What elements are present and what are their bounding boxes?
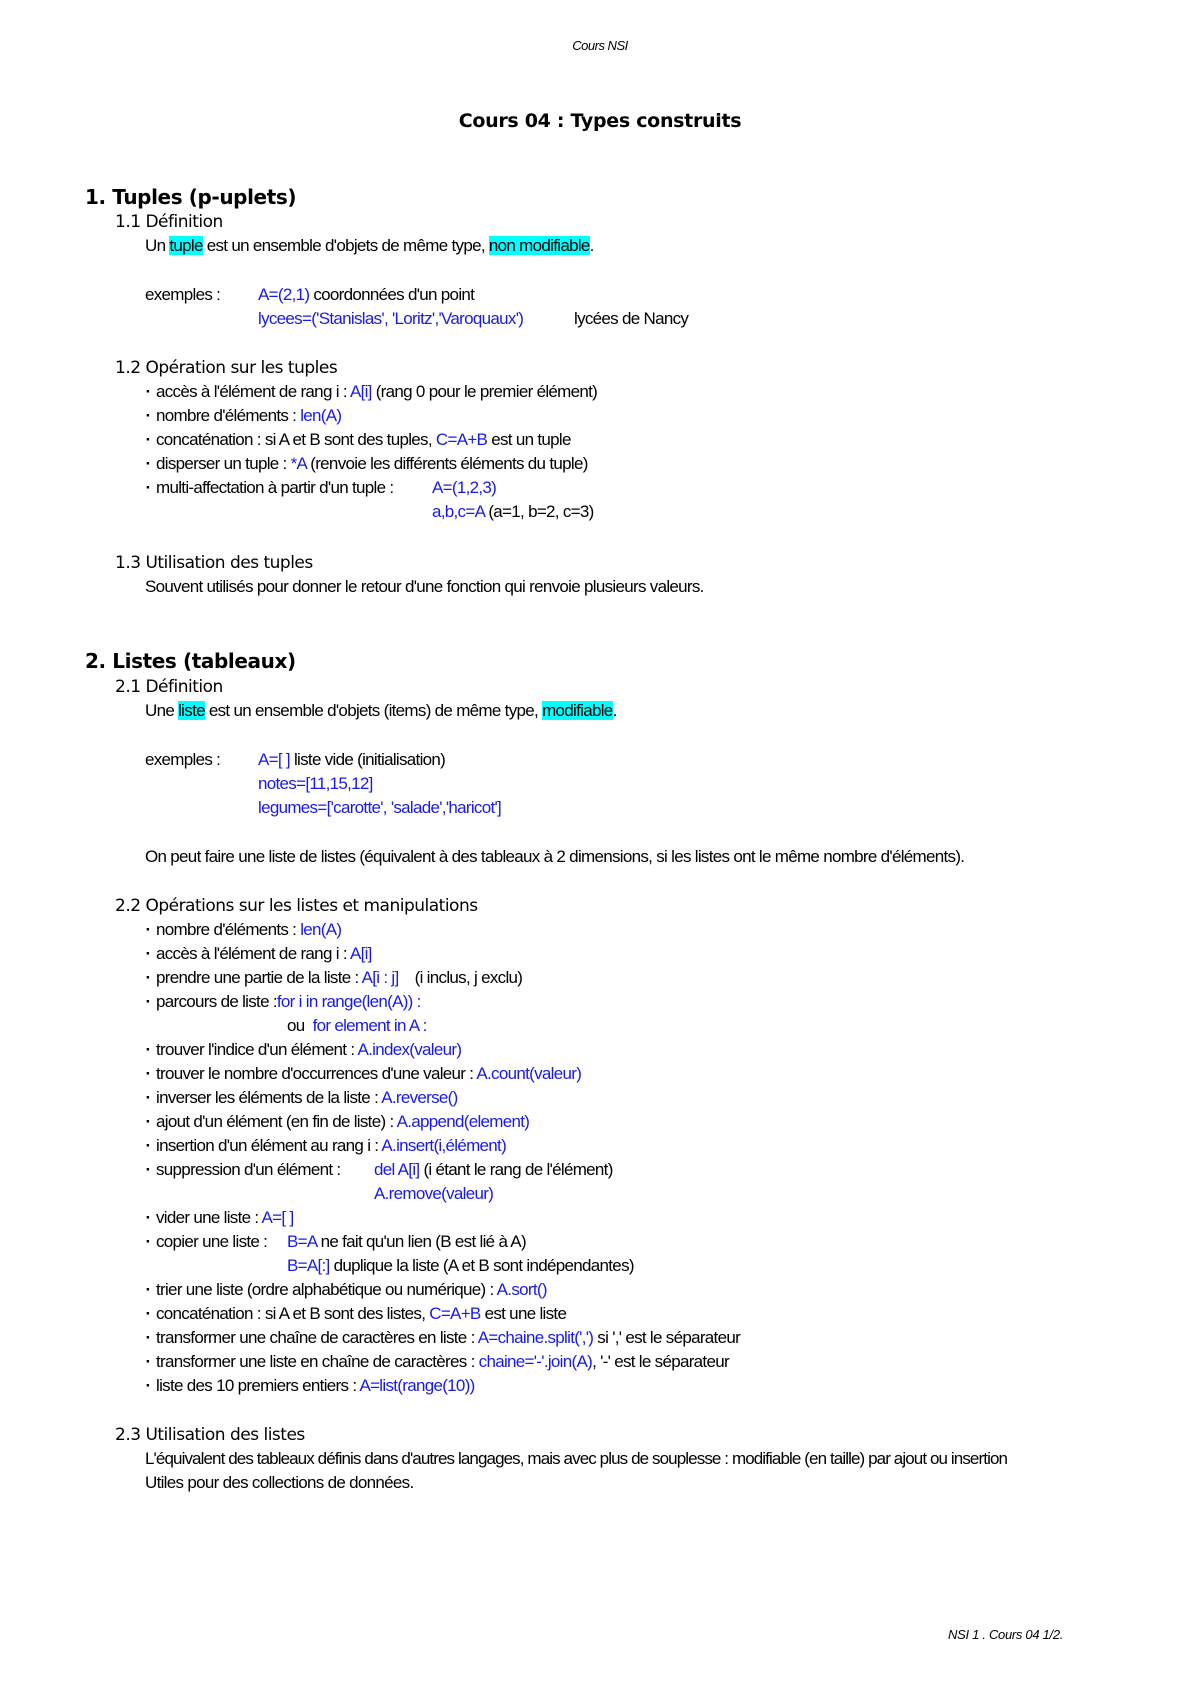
text: trouver l'indice d'un élément : <box>156 1040 358 1059</box>
subsection-heading-2-2: 2.2 Opérations sur les listes et manipulations <box>115 896 478 916</box>
code: A.index(valeur) <box>357 1040 462 1059</box>
code: A=chaine.split(',') <box>477 1328 594 1347</box>
list-item <box>145 429 571 451</box>
code: len(A) <box>300 406 342 425</box>
list-item <box>145 1327 740 1349</box>
subsection-heading-1-2: 1.2 Opération sur les tuples <box>115 358 338 378</box>
text: est un ensemble d'objets (items) de même type, <box>204 701 543 720</box>
bullet: · <box>145 478 151 497</box>
tuple-definition <box>145 235 594 257</box>
list-item <box>145 1375 475 1397</box>
paragraph-line: Utiles pour des collections de données. <box>145 1473 414 1492</box>
text: multi-affectation à partir d'un tuple : <box>156 478 394 497</box>
text: est une liste <box>480 1304 567 1323</box>
bullet: · <box>145 968 151 987</box>
example-line <box>258 749 445 771</box>
code-line <box>287 1015 427 1037</box>
code: lycees=('Stanislas', 'Loritz','Varoquaux') <box>258 309 524 328</box>
code: C=A+B <box>429 1304 481 1323</box>
bullet: · <box>145 1376 151 1395</box>
text: est un tuple <box>487 430 571 449</box>
text: prendre une partie de la liste : <box>156 968 362 987</box>
bullet: · <box>145 1064 151 1083</box>
text: ne fait qu'un lien (B est lié à A) <box>316 1232 526 1251</box>
code: len(A) <box>300 920 342 939</box>
text: trouver le nombre d'occurrences d'une valeur : <box>156 1064 477 1083</box>
code: for i in range(len(A)) : <box>276 992 421 1011</box>
text: Un <box>145 236 170 255</box>
code: A.sort() <box>496 1280 547 1299</box>
list-item <box>145 477 393 499</box>
list-item <box>145 405 341 427</box>
code: A[i : j] <box>361 968 399 987</box>
text: inverser les éléments de la liste : <box>156 1088 382 1107</box>
text: insertion d'un élément au rang i : <box>156 1136 382 1155</box>
text: accès à l'élément de rang i : <box>156 382 350 401</box>
code: A.insert(i,élément) <box>381 1136 507 1155</box>
text: liste vide (initialisation) <box>289 750 446 769</box>
list-definition <box>145 700 617 722</box>
text: duplique la liste (A et B sont indépendantes) <box>329 1256 634 1275</box>
list-item <box>145 1111 529 1133</box>
bullet: · <box>145 406 151 425</box>
bullet: · <box>145 1352 151 1371</box>
subsection-heading-2-1: 2.1 Définition <box>115 677 223 697</box>
code: notes=[11,15,12] <box>258 774 373 793</box>
example-line <box>258 797 501 819</box>
bullet: · <box>145 1304 151 1323</box>
text: ou <box>287 1016 313 1035</box>
bullet: · <box>145 920 151 939</box>
list-item <box>145 381 597 403</box>
list-item <box>145 1159 340 1181</box>
section-heading-tuples: 1. Tuples (p-uplets) <box>85 185 297 209</box>
bullet: · <box>145 1088 151 1107</box>
list-item <box>145 919 341 941</box>
highlight-property: modifiable <box>542 701 613 720</box>
example-line <box>258 773 373 795</box>
list-item <box>145 991 421 1013</box>
highlight-property: non modifiable <box>488 236 590 255</box>
code: B=A <box>287 1232 317 1251</box>
code: del A[i] <box>374 1160 420 1179</box>
page-footer: NSI 1 . Cours 04 1/2. <box>948 1627 1064 1642</box>
text: (i étant le rang de l'élément) <box>419 1160 613 1179</box>
text: transformer une liste en chaîne de caractères : <box>156 1352 479 1371</box>
list-item <box>145 1135 506 1157</box>
highlight-term: liste <box>178 701 205 720</box>
bullet: · <box>145 992 151 1011</box>
list-item <box>145 967 522 989</box>
code: a,b,c=A <box>432 502 485 521</box>
code: A=[ ] <box>258 750 290 769</box>
text: coordonnées d'un point <box>309 285 475 304</box>
text: (renvoie les différents éléments du tuple) <box>306 454 588 473</box>
text: (rang 0 pour le premier élément) <box>371 382 598 401</box>
list-item <box>145 1303 566 1325</box>
bullet: · <box>145 1136 151 1155</box>
text: (i inclus, j exclu) <box>398 968 523 987</box>
text: liste des 10 premiers entiers : <box>156 1376 360 1395</box>
code: *A <box>290 454 307 473</box>
code: A.append(element) <box>396 1112 530 1131</box>
list-item <box>145 1351 729 1373</box>
code: A.reverse() <box>381 1088 458 1107</box>
list-item <box>145 1279 547 1301</box>
bullet: · <box>145 1112 151 1131</box>
text: si ',' est le séparateur <box>593 1328 741 1347</box>
bullet: · <box>145 944 151 963</box>
code: A.remove(valeur) <box>374 1184 494 1203</box>
code-line <box>287 1255 634 1277</box>
code-line <box>432 501 594 523</box>
text: nombre d'éléments : <box>156 920 301 939</box>
example-line <box>258 308 523 330</box>
highlight-term: tuple <box>169 236 203 255</box>
text: (a=1, b=2, c=3) <box>484 502 594 521</box>
bullet: · <box>145 1208 151 1227</box>
text: accès à l'élément de rang i : <box>156 944 350 963</box>
list-item <box>145 453 588 475</box>
code: legumes=['carotte', 'salade','haricot'] <box>258 798 502 817</box>
code: A=(1,2,3) <box>432 478 497 497</box>
code-line <box>374 1183 493 1205</box>
text: ajout d'un élément (en fin de liste) : <box>156 1112 397 1131</box>
list-item <box>145 1087 458 1109</box>
list-item <box>145 1039 461 1061</box>
text: . <box>589 236 594 255</box>
list-item <box>145 1207 293 1229</box>
text: vider une liste : <box>156 1208 262 1227</box>
code: chaine='-'.join(A) <box>478 1352 593 1371</box>
text: . <box>612 701 617 720</box>
section-heading-lists: 2. Listes (tableaux) <box>85 649 296 673</box>
subsection-heading-1-3: 1.3 Utilisation des tuples <box>115 553 313 573</box>
example-comment: lycées de Nancy <box>574 309 689 328</box>
bullet: · <box>145 1328 151 1347</box>
code: A.count(valeur) <box>476 1064 582 1083</box>
list-item <box>145 943 372 965</box>
bullet: · <box>145 382 151 401</box>
text: concaténation : si A et B sont des tuples, <box>156 430 436 449</box>
text: parcours de liste : <box>156 992 277 1011</box>
text: Une <box>145 701 179 720</box>
text: suppression d'un élément : <box>156 1160 341 1179</box>
code: C=A+B <box>435 430 488 449</box>
bullet: · <box>145 1040 151 1059</box>
bullet: · <box>145 430 151 449</box>
code-line <box>432 477 496 499</box>
code: A[i] <box>349 944 372 963</box>
text: nombre d'éléments : <box>156 406 301 425</box>
list-item <box>145 1063 581 1085</box>
code: B=A[:] <box>287 1256 330 1275</box>
text: est un ensemble d'objets de même type, <box>202 236 489 255</box>
code: for element in A : <box>312 1016 427 1035</box>
paragraph-line: L'équivalent des tableaux définis dans d'autres langages, mais avec plus de souplesse : modifiable (en taille) par ajout ou insertion <box>145 1449 1008 1468</box>
bullet: · <box>145 1232 151 1251</box>
text: disperser un tuple : <box>156 454 291 473</box>
text: , '-' est le séparateur <box>592 1352 729 1371</box>
paragraph: On peut faire une liste de listes (équivalent à des tableaux à 2 dimensions, si les listes ont le même nombre d'éléments). <box>145 847 965 866</box>
text: trier une liste (ordre alphabétique ou numérique) : <box>156 1280 497 1299</box>
page-title: Cours 04 : Types construits <box>458 110 742 132</box>
bullet: · <box>145 1160 151 1179</box>
subsection-heading-1-1: 1.1 Définition <box>115 212 223 232</box>
bullet: · <box>145 1280 151 1299</box>
text: copier une liste : <box>156 1232 268 1251</box>
code-line <box>374 1159 613 1181</box>
subsection-heading-2-3: 2.3 Utilisation des listes <box>115 1425 305 1445</box>
code: A[i] <box>349 382 372 401</box>
code-line <box>287 1231 526 1253</box>
paragraph: Souvent utilisés pour donner le retour d'une fonction qui renvoie plusieurs valeurs. <box>145 577 704 596</box>
code: A=(2,1) <box>258 285 310 304</box>
page-header: Cours NSI <box>572 38 628 53</box>
examples-label: exemples : <box>145 285 221 304</box>
example-line <box>258 284 474 306</box>
code: A=[ ] <box>261 1208 294 1227</box>
bullet: · <box>145 454 151 473</box>
text: concaténation : si A et B sont des listes, <box>156 1304 430 1323</box>
list-item <box>145 1231 267 1253</box>
code: A=list(range(10)) <box>359 1376 475 1395</box>
examples-label: exemples : <box>145 750 221 769</box>
text: transformer une chaîne de caractères en liste : <box>156 1328 478 1347</box>
